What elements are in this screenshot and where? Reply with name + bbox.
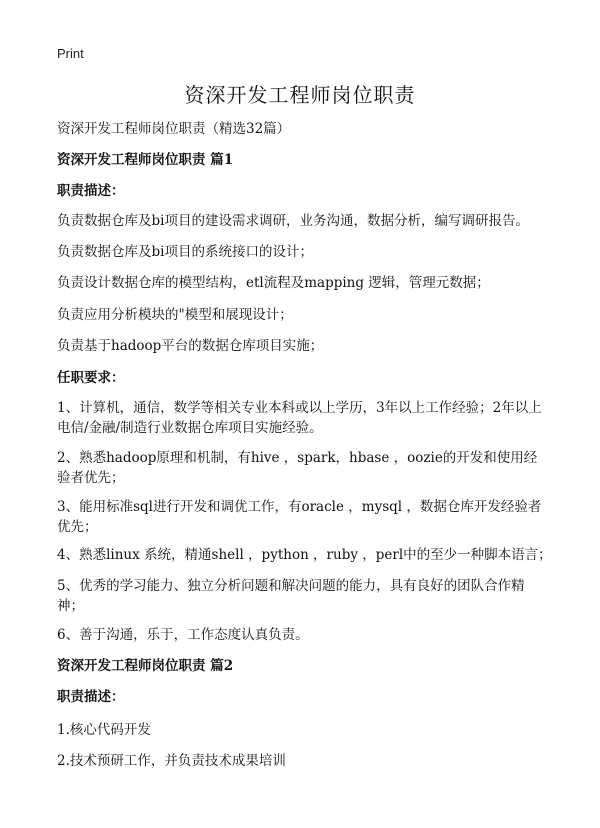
section1-requirement-item: 4、熟悉linux 系统，精通shell ，python ，ruby ，perl中的至少一种脚本语言；: [57, 547, 552, 563]
section1-heading: 资深开发工程师岗位职责 篇1: [57, 152, 234, 168]
section1-duty-item: 负责数据仓库及bi项目的系统接口的设计；: [57, 244, 313, 260]
section1-requirement-item: 5、优秀的学习能力、独立分析问题和解决问题的能力，具有良好的团队合作精神；: [57, 578, 525, 614]
section1-duty-item: 负责基于hadoop平台的数据仓库项目实施；: [57, 338, 324, 354]
section1-duty-item: 负责应用分析模块的"模型和展现设计；: [57, 307, 293, 323]
section1-requirement-item: 3、能用标准sql进行开发和调优工作，有oracle ，mysql ，数据仓库开发经验者优先；: [57, 499, 542, 535]
section1-requirement-item: 2、熟悉hadoop原理和机制，有hive ，spark，hbase ，oozie的开发和使用经验者优先；: [57, 450, 538, 486]
section1-duty-item: 负责设计数据仓库的模型结构，etl流程及mapping 逻辑，管理元数据；: [57, 275, 490, 291]
document-title: 资深开发工程师岗位职责: [184, 83, 416, 107]
section2-heading: 资深开发工程师岗位职责 篇2: [57, 658, 234, 674]
section2-duty-item: 2.技术预研工作，并负责技术成果培训: [57, 753, 286, 769]
section1-duties-heading: 职责描述：: [57, 183, 125, 199]
section1-duty-item: 负责数据仓库及bi项目的建设需求调研，业务沟通，数据分析，编写调研报告。: [57, 213, 529, 229]
section2-duties-heading: 职责描述：: [57, 689, 125, 705]
document-subtitle: 资深开发工程师岗位职责（精选32篇）: [57, 121, 291, 137]
section1-requirements-heading: 任职要求：: [57, 370, 125, 386]
print-label: Print: [57, 46, 84, 61]
section2-duty-item: 1.核心代码开发: [57, 722, 151, 738]
section1-requirement-item: 6、善于沟通，乐于，工作态度认真负责。: [57, 627, 309, 643]
section1-requirement-item: 1、计算机，通信，数学等相关专业本科或以上学历，3年以上工作经验；2年以上电信/金融/制造行业数据仓库项目实施经验。: [57, 400, 542, 436]
